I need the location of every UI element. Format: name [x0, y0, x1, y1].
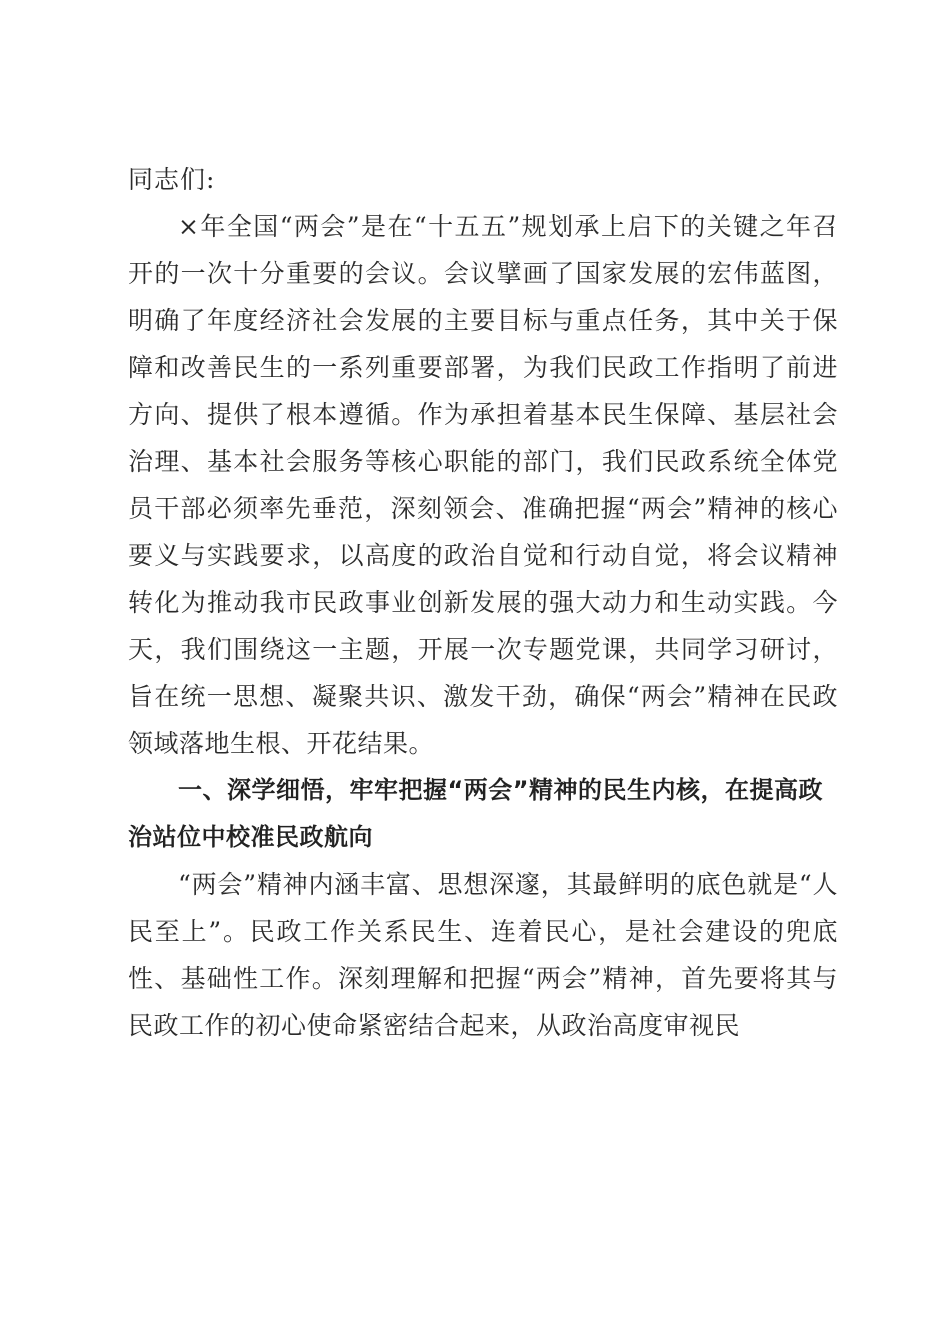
document-body	[128, 156, 838, 1049]
section-paragraph: “两会”精神内涵丰富、思想深邃，其最鲜明的底色就是“人民至上”。民政工作关系民生、连着民心，是社会建设的兜底性、基础性工作。深刻理解和把握“两会”精神，首先要将其与民政工作的初心使命紧密结合起来，从政治高度审视民	[128, 870, 838, 1040]
intro-paragraph: ×年全国“两会”是在“十五五”规划承上启下的关键之年召开的一次十分重要的会议。会议擘画了国家发展的宏伟蓝图，明确了年度经济社会发展的主要目标与重点任务，其中关于保障和改善民生的一系列重要部署，为我们民政工作指明了前进方向、提供了根本遵循。作为承担着基本民生保障、基层社会治理、基本社会服务等核心职能的部门，我们民政系统全体党员干部必须率先垂范，深刻领会、准确把握“两会”精神的核心要义与实践要求，以高度的政治自觉和行动自觉，将会议精神转化为推动我市民政事业创新发展的强大动力和生动实践。今天，我们围绕这一主题，开展一次专题党课，共同学习研讨，旨在统一思想、凝聚共识、激发干劲，确保“两会”精神在民政领域落地生根、开花结果。	[128, 212, 838, 758]
salutation: 同志们:	[128, 165, 216, 194]
section-heading: 一、深学细悟，牢牢把握“两会”精神的民生内核，在提高政治站位中校准民政航向	[128, 776, 824, 851]
